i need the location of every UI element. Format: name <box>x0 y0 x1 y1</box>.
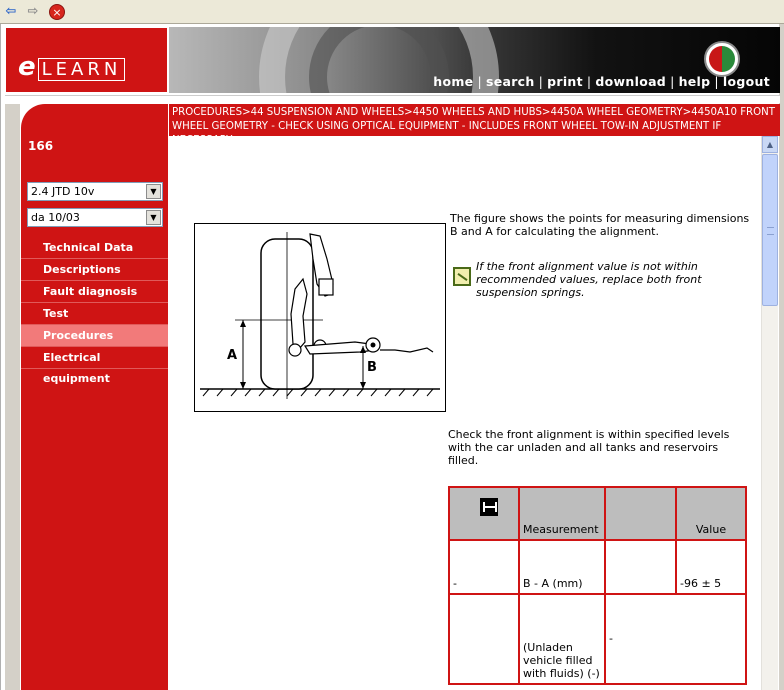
scrollbar-thumb[interactable] <box>762 154 778 306</box>
header-banner <box>169 27 780 93</box>
top-navigation: home | search | print | download | help | logout <box>433 74 770 89</box>
scroll-up-arrow-icon[interactable]: ▲ <box>762 136 778 153</box>
table-header-row <box>449 487 746 540</box>
label-b: B <box>367 360 377 375</box>
engine-select-value: 2.4 JTD 10v <box>31 185 95 198</box>
sidebar-item-descriptions[interactable]: Descriptions <box>21 259 168 281</box>
date-select[interactable] <box>27 208 163 227</box>
grip-icon <box>767 227 774 235</box>
nav-print-link[interactable]: print <box>547 74 583 89</box>
logo-panel <box>5 27 168 93</box>
sidebar-menu <box>21 237 168 385</box>
table-header-empty <box>605 487 676 540</box>
model-label: 166 <box>28 139 54 153</box>
table-cell: - <box>449 540 519 594</box>
nav-home-link[interactable]: home <box>433 74 474 89</box>
note-pencil-icon <box>453 267 471 286</box>
forward-arrow-icon[interactable]: ⇨ <box>27 4 39 19</box>
table-cell: - <box>605 594 746 684</box>
date-select-value: da 10/03 <box>31 211 80 224</box>
sidebar <box>21 136 168 690</box>
vertical-scrollbar[interactable] <box>761 136 778 690</box>
suspension-diagram <box>195 224 445 411</box>
chevron-down-icon[interactable]: ▼ <box>146 210 161 225</box>
chevron-down-icon[interactable]: ▼ <box>146 184 161 199</box>
measurement-tool-icon <box>480 498 498 516</box>
table-row <box>449 594 746 684</box>
stop-icon[interactable]: × <box>49 4 65 20</box>
table-cell: (Unladen vehicle filled with fluids) (-) <box>519 594 605 684</box>
back-arrow-icon[interactable]: ⇦ <box>5 4 17 19</box>
label-a: A <box>227 348 238 363</box>
left-margin-strip <box>5 104 20 690</box>
engine-select[interactable] <box>27 182 163 201</box>
alfa-romeo-badge-icon <box>704 41 740 77</box>
nav-download-link[interactable]: download <box>595 74 667 89</box>
sidebar-item-electrical-equipment[interactable]: Electrical equipment <box>21 347 168 369</box>
table-header-value: Value <box>676 487 746 540</box>
breadcrumb[interactable]: PROCEDURES>44 SUSPENSION AND WHEELS>4450 WHEELS AND HUBS>4450A WHEEL GEOMETRY>4450A10 FRONT WHEEL GEOMETRY - CHECK USING OPTICAL EQUIPMENT - INCLUDES FRONT WHEEL TOW-IN ADJUSTMENT IF <box>169 104 780 136</box>
nav-help-link[interactable]: help <box>678 74 711 89</box>
table-cell: B - A (mm) <box>519 540 605 594</box>
table-header-measurement: Measurement <box>519 487 605 540</box>
browser-toolbar <box>0 0 784 24</box>
table-cell: -96 ± 5 <box>676 540 746 594</box>
figure-description: The figure shows the points for measuring dimensions B and A for calculating the alignment. <box>450 212 750 238</box>
nav-logout-link[interactable]: logout <box>722 74 770 89</box>
sidebar-corner <box>21 104 168 136</box>
wheel-alignment-figure <box>194 223 446 412</box>
table-header-icon-cell <box>449 487 519 540</box>
table-row <box>449 540 746 594</box>
table-cell <box>449 594 519 684</box>
alignment-spec-table <box>448 486 747 685</box>
elearn-logo[interactable]: e LEARN <box>18 52 125 82</box>
header-divider <box>5 95 780 103</box>
sidebar-item-test[interactable]: Test <box>21 303 168 325</box>
emblem-decoration-inner <box>309 27 449 93</box>
main-content <box>169 136 761 690</box>
sidebar-item-fault-diagnosis[interactable]: Fault diagnosis <box>21 281 168 303</box>
sidebar-item-technical-data[interactable]: Technical Data <box>21 237 168 259</box>
nav-search-link[interactable]: search <box>485 74 535 89</box>
table-cell <box>605 540 676 594</box>
sidebar-item-procedures[interactable]: Procedures <box>21 325 168 347</box>
check-instructions: Check the front alignment is within specified levels with the car unladen and all tanks and reservoirs filled. <box>448 428 730 467</box>
alignment-note: If the front alignment value is not within recommended values, replace both front suspension springs. <box>476 260 702 299</box>
